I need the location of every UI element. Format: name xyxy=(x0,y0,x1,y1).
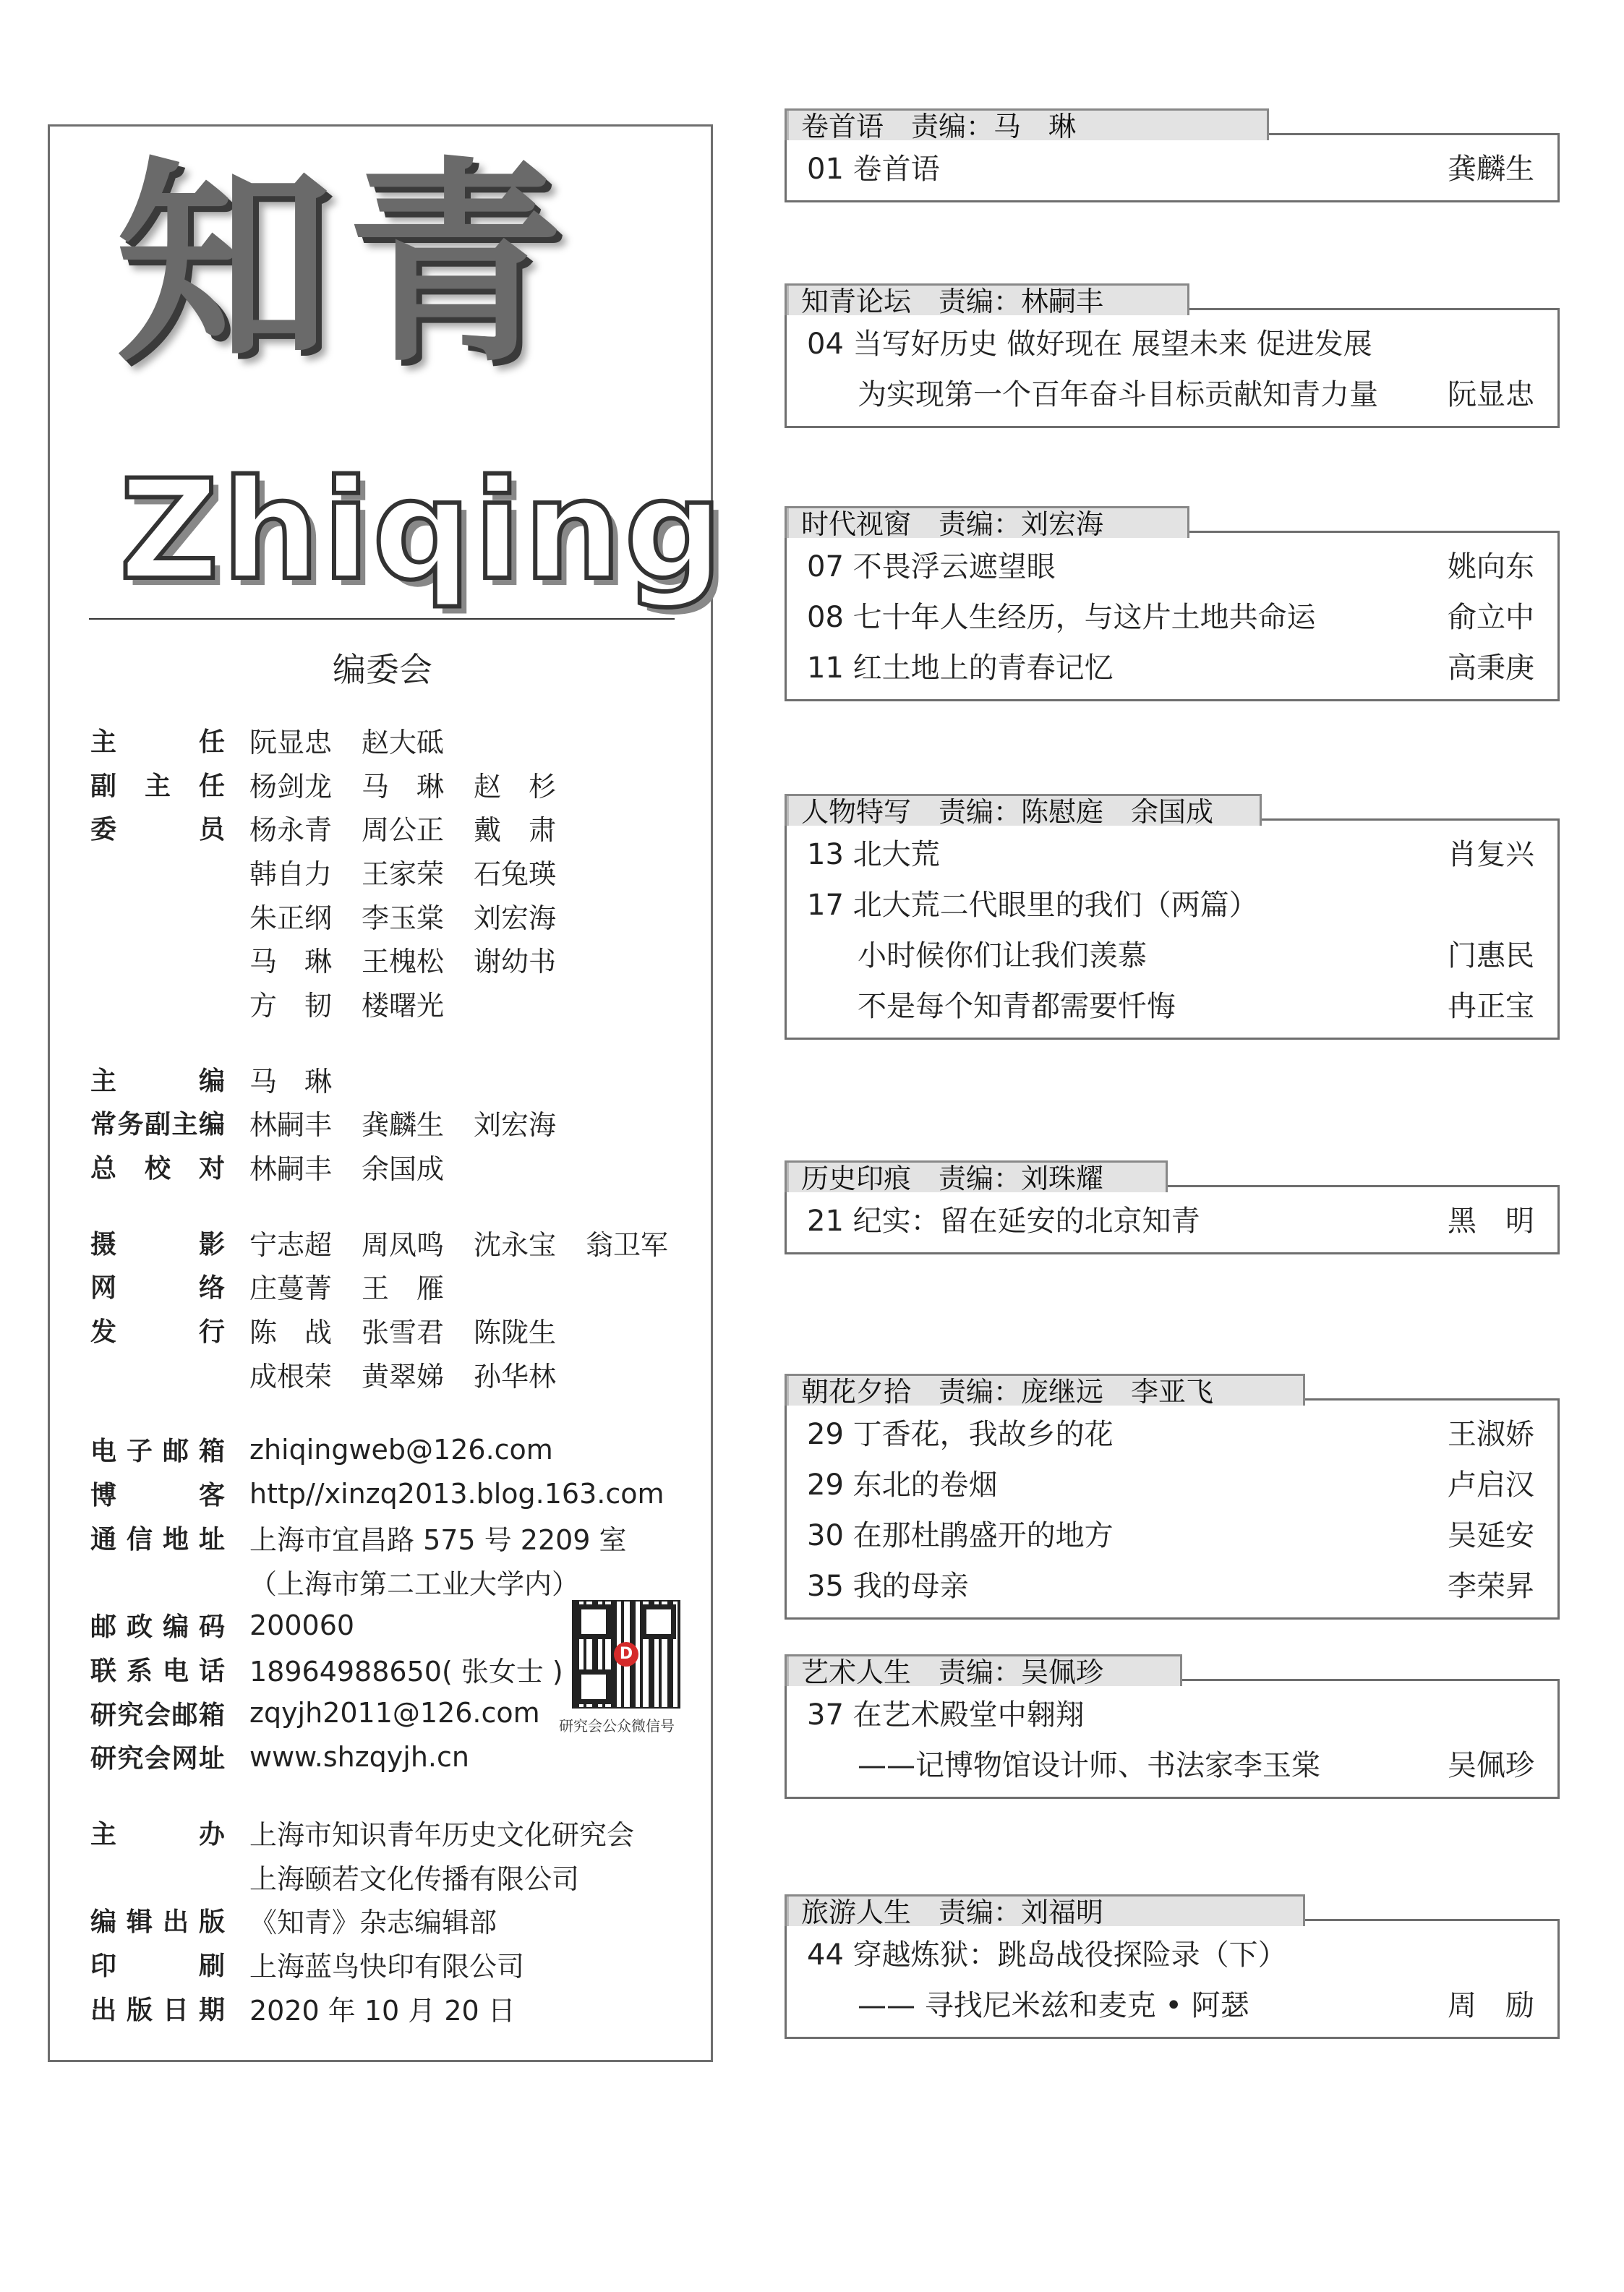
credit-values xyxy=(249,939,586,979)
toc-entry[interactable] xyxy=(787,931,1557,981)
toc-section-tab: 知青论坛 责编：林嗣丰 xyxy=(785,283,1189,315)
credit-row xyxy=(90,1855,705,1899)
credit-name: 楼曙光 xyxy=(362,989,445,1022)
credit-label: 通信地址 xyxy=(90,1524,225,1555)
credit-name: 李玉棠 xyxy=(362,902,445,934)
credit-values xyxy=(249,720,474,760)
credit-name: 陈陇生 xyxy=(474,1317,557,1349)
toc-section-tab: 时代视窗 责编：刘宏海 xyxy=(785,506,1189,538)
credit-text[interactable]: zqyjh2011@126.com xyxy=(249,1697,540,1729)
toc-entry[interactable] xyxy=(787,880,1557,931)
toc-entry[interactable] xyxy=(787,1561,1557,1612)
credit-values xyxy=(249,808,586,847)
toc-entry-title: 07 不畏浮云遮望眼 xyxy=(807,550,1056,583)
toc-entry-author: 门惠民 xyxy=(1448,939,1534,972)
divider xyxy=(89,618,675,620)
toc-entry-title: ——记博物馆设计师、书法家李玉棠 xyxy=(858,1749,1320,1782)
credit-values xyxy=(249,1103,586,1142)
credit-row xyxy=(90,1810,705,1855)
toc-section-tab: 朝花夕拾 责编：庞继远 李亚飞 xyxy=(785,1374,1305,1406)
credit-label: 副主任 xyxy=(90,771,225,801)
toc-entry-author: 周 励 xyxy=(1448,1989,1534,2022)
credit-name: 沈永宝 xyxy=(474,1228,557,1261)
toc-entry-author: 冉正宝 xyxy=(1448,990,1534,1023)
credit-values xyxy=(249,1478,664,1510)
credit-values xyxy=(249,1434,553,1466)
credit-name: 龚麟生 xyxy=(362,1109,445,1142)
credit-row xyxy=(90,1560,705,1604)
credit-values xyxy=(249,1147,474,1186)
toc-entry-author: 李荣昇 xyxy=(1448,1570,1534,1603)
toc-entry[interactable] xyxy=(787,1690,1557,1740)
masthead-panel xyxy=(48,124,726,2062)
toc-section-box xyxy=(785,308,1560,428)
credit-values xyxy=(249,1813,634,1852)
credit-row xyxy=(90,1899,705,1943)
credit-name: 孙华林 xyxy=(474,1360,557,1393)
credit-name: 余国成 xyxy=(362,1153,445,1186)
credit-name: 王 雁 xyxy=(362,1273,445,1305)
credit-label: 编辑出版 xyxy=(90,1907,225,1938)
credit-values xyxy=(249,983,474,1023)
credit-text: 200060 xyxy=(249,1609,355,1641)
credit-name: 赵 杉 xyxy=(474,770,557,803)
credit-name: 朱正纲 xyxy=(249,902,333,934)
credit-name: 周公正 xyxy=(362,814,445,847)
toc-entry-author: 高秉庚 xyxy=(1448,651,1534,685)
credit-values xyxy=(249,1354,586,1394)
credit-text[interactable]: www.shzqyjh.cn xyxy=(249,1740,469,1773)
toc-entry-title: 17 北大荒二代眼里的我们（两篇） xyxy=(807,889,1258,922)
credit-values xyxy=(249,1988,516,2028)
credit-row xyxy=(90,762,705,806)
toc-section-tab: 艺术人生 责编：吴佩珍 xyxy=(785,1654,1182,1686)
toc-entry-title: 04 当写好历史 做好现在 展望未来 促进发展 xyxy=(807,328,1372,361)
toc-entry-author: 王淑娇 xyxy=(1448,1418,1534,1451)
toc-entry-author: 吴佩珍 xyxy=(1448,1749,1534,1782)
toc-entry[interactable] xyxy=(787,144,1557,194)
toc-entry-title: 13 北大荒 xyxy=(807,838,940,871)
toc-section-box xyxy=(785,1679,1560,1799)
credit-label: 摄影 xyxy=(90,1229,225,1260)
toc-entry[interactable] xyxy=(787,643,1557,693)
credit-name: 张雪君 xyxy=(362,1317,445,1349)
credit-name: 杨剑龙 xyxy=(249,770,333,803)
toc-entry-author: 黑 明 xyxy=(1448,1205,1534,1238)
credit-values xyxy=(249,764,586,804)
credit-label: 发行 xyxy=(90,1317,225,1348)
toc-entry[interactable] xyxy=(787,592,1557,643)
credit-name: 阮显忠 xyxy=(249,726,333,758)
toc-section-box xyxy=(785,1398,1560,1620)
toc-entry[interactable] xyxy=(787,1510,1557,1561)
credit-values xyxy=(249,1562,579,1602)
toc-entry-title: 01 卷首语 xyxy=(807,153,940,186)
credit-row xyxy=(90,1265,705,1309)
credit-text: 2020 年 10 月 20 日 xyxy=(249,1994,516,2027)
credit-text: 18964988650( 张女士 ) xyxy=(249,1655,563,1688)
credit-name: 马 琳 xyxy=(249,946,333,978)
editorial-board-title: 编委会 xyxy=(333,650,432,689)
credit-row xyxy=(90,1471,705,1515)
toc-entry[interactable] xyxy=(787,369,1557,420)
credit-row xyxy=(90,1220,705,1265)
credit-text: （上海市第二工业大学内） xyxy=(249,1568,580,1600)
credit-label: 博客 xyxy=(90,1481,225,1511)
credit-row xyxy=(90,1101,705,1145)
toc-entry-title: 08 七十年人生经历，与这片土地共命运 xyxy=(807,601,1316,634)
toc-entry-title: 44 穿越炼狱：跳岛战役探险录（下） xyxy=(807,1938,1287,1972)
toc-entry-title: 21 纪实：留在延安的北京知青 xyxy=(807,1205,1200,1238)
credit-label: 主办 xyxy=(90,1819,225,1850)
credit-text: 上海颐若文化传播有限公司 xyxy=(249,1863,580,1895)
credit-values xyxy=(249,896,586,936)
credit-label: 邮政编码 xyxy=(90,1612,225,1643)
toc-entry-title: 35 我的母亲 xyxy=(807,1570,969,1603)
credit-values xyxy=(249,1223,698,1262)
credit-name: 戴 肃 xyxy=(474,814,557,847)
qr-block xyxy=(559,1600,708,1735)
credit-name: 翁卫军 xyxy=(586,1228,669,1261)
credit-values xyxy=(249,1741,469,1773)
credit-row xyxy=(90,1986,705,2030)
credit-values xyxy=(249,1944,524,1984)
toc-entry-author: 卢启汉 xyxy=(1448,1468,1534,1502)
toc-section-box xyxy=(785,133,1560,202)
credit-label: 主任 xyxy=(90,727,225,757)
credit-name: 方 韧 xyxy=(249,989,333,1022)
toc-entry-author: 龚麟生 xyxy=(1448,153,1534,186)
credit-name: 韩自力 xyxy=(249,858,333,890)
credit-row xyxy=(90,1515,705,1560)
credit-label: 研究会网址 xyxy=(90,1744,225,1774)
toc-section-tab: 历史印痕 责编：刘珠耀 xyxy=(785,1160,1168,1192)
credit-name: 刘宏海 xyxy=(474,902,557,934)
credit-name: 宁志超 xyxy=(249,1228,333,1261)
credit-name: 杨永青 xyxy=(249,814,333,847)
toc-entry-title: 小时候你们让我们羡慕 xyxy=(858,939,1147,972)
credit-row xyxy=(90,1942,705,1986)
credit-label: 主编 xyxy=(90,1066,225,1096)
credit-name: 王槐松 xyxy=(362,946,445,978)
toc-entry-author: 吴延安 xyxy=(1448,1519,1534,1552)
toc-entry[interactable] xyxy=(787,319,1557,369)
toc-section-box xyxy=(785,1185,1560,1254)
credit-label: 印刷 xyxy=(90,1951,225,1982)
toc-entry[interactable] xyxy=(787,1740,1557,1791)
credit-name: 赵大砥 xyxy=(362,726,445,758)
credit-name: 马 琳 xyxy=(249,1065,333,1098)
credit-values xyxy=(249,1697,540,1729)
logo-chinese: 知青 xyxy=(115,136,578,391)
toc-entry[interactable] xyxy=(787,1196,1557,1247)
credit-values xyxy=(249,852,586,891)
credit-name: 周凤鸣 xyxy=(362,1228,445,1261)
credit-row xyxy=(90,1308,705,1352)
credit-row xyxy=(90,937,705,981)
credit-label: 常务副主编 xyxy=(90,1110,225,1140)
toc-section-tab: 卷首语 责编：马 琳 xyxy=(785,108,1269,140)
toc-entry-title: 30 在那杜鹃盛开的地方 xyxy=(807,1519,1114,1552)
toc-section-box xyxy=(785,818,1560,1040)
credit-text: 上海蓝鸟快印有限公司 xyxy=(249,1951,525,1983)
credit-values xyxy=(249,1266,474,1306)
credit-row xyxy=(90,894,705,938)
toc-section-box xyxy=(785,531,1560,701)
credit-text: 《知青》杂志编辑部 xyxy=(249,1907,497,1939)
toc-section-tab: 人物特写 责编：陈慰庭 余国成 xyxy=(785,794,1262,826)
credit-label: 联系电话 xyxy=(90,1656,225,1686)
credit-label: 研究会邮箱 xyxy=(90,1700,225,1730)
credit-label: 出版日期 xyxy=(90,1995,225,2025)
credit-name: 马 琳 xyxy=(362,770,445,803)
logo-english: Zhiqing xyxy=(119,450,726,610)
credit-row xyxy=(90,1428,705,1472)
toc-entry[interactable] xyxy=(787,1460,1557,1510)
credit-text: 上海市知识青年历史文化研究会 xyxy=(249,1818,635,1851)
qr-code-icon[interactable]: D xyxy=(572,1600,680,1709)
credit-values xyxy=(249,1310,586,1350)
credit-row xyxy=(90,981,705,1025)
credit-row xyxy=(90,805,705,850)
credit-name: 黄翠娣 xyxy=(362,1360,445,1393)
toc-section-tab: 旅游人生 责编：刘福明 xyxy=(785,1894,1305,1926)
toc-entry-title: —— 寻找尼米兹和麦克 • 阿瑟 xyxy=(858,1989,1249,2022)
toc-entry[interactable] xyxy=(787,829,1557,880)
credit-name: 林嗣丰 xyxy=(249,1153,333,1186)
credit-text[interactable]: http//xinzq2013.blog.163.com xyxy=(249,1477,664,1510)
toc-entry-title: 11 红土地上的青春记忆 xyxy=(807,651,1114,685)
credit-label: 总校对 xyxy=(90,1154,225,1184)
credit-values xyxy=(249,1609,354,1641)
toc-entry-title: 29 东北的卷烟 xyxy=(807,1468,998,1502)
credit-values xyxy=(249,1857,579,1897)
toc-entry-title: 不是每个知青都需要忏悔 xyxy=(858,990,1176,1023)
toc-entry[interactable] xyxy=(787,1980,1557,2031)
toc-entry[interactable] xyxy=(787,542,1557,592)
toc-entry-title: 为实现第一个百年奋斗目标贡献知青力量 xyxy=(858,378,1378,411)
credit-values xyxy=(249,1059,362,1099)
credit-name: 陈 战 xyxy=(249,1317,333,1349)
toc-entry-author: 俞立中 xyxy=(1448,601,1534,634)
credit-name: 成根荣 xyxy=(249,1360,333,1393)
credit-label: 委员 xyxy=(90,815,225,845)
toc-entry-title: 37 在艺术殿堂中翱翔 xyxy=(807,1698,1085,1732)
credit-values xyxy=(249,1649,563,1689)
toc-entry-title: 29 丁香花，我故乡的花 xyxy=(807,1418,1114,1451)
credit-name: 石兔瑛 xyxy=(474,858,557,890)
credit-row xyxy=(90,718,705,762)
toc-entry-author: 姚向东 xyxy=(1448,550,1534,583)
toc-entry[interactable] xyxy=(787,1409,1557,1460)
credit-row xyxy=(90,1735,705,1779)
credits-list xyxy=(90,718,705,2030)
credit-values xyxy=(249,1900,497,1940)
qr-caption: 研究会公众微信号 xyxy=(559,1717,675,1735)
credit-name: 刘宏海 xyxy=(474,1109,557,1142)
credit-label: 电子邮箱 xyxy=(90,1437,225,1467)
credit-text[interactable]: zhiqingweb@126.com xyxy=(249,1433,553,1466)
credit-label: 网络 xyxy=(90,1273,225,1304)
credit-row xyxy=(90,1352,705,1396)
toc-entry[interactable] xyxy=(787,981,1557,1032)
credit-name: 谢幼书 xyxy=(474,946,557,978)
toc-entry-author: 肖复兴 xyxy=(1448,838,1534,871)
credit-name: 庄蔓菁 xyxy=(249,1273,333,1305)
credit-text: 上海市宜昌路 575 号 2209 室 xyxy=(249,1523,627,1556)
credit-name: 王家荣 xyxy=(362,858,445,890)
credit-row xyxy=(90,1057,705,1101)
credit-name: 林嗣丰 xyxy=(249,1109,333,1142)
toc-entry-author: 阮显忠 xyxy=(1448,378,1534,411)
toc-entry[interactable] xyxy=(787,1930,1557,1980)
toc-section-box xyxy=(785,1919,1560,2039)
credit-row xyxy=(90,1145,705,1189)
credit-values xyxy=(249,1518,627,1557)
credit-row xyxy=(90,850,705,894)
